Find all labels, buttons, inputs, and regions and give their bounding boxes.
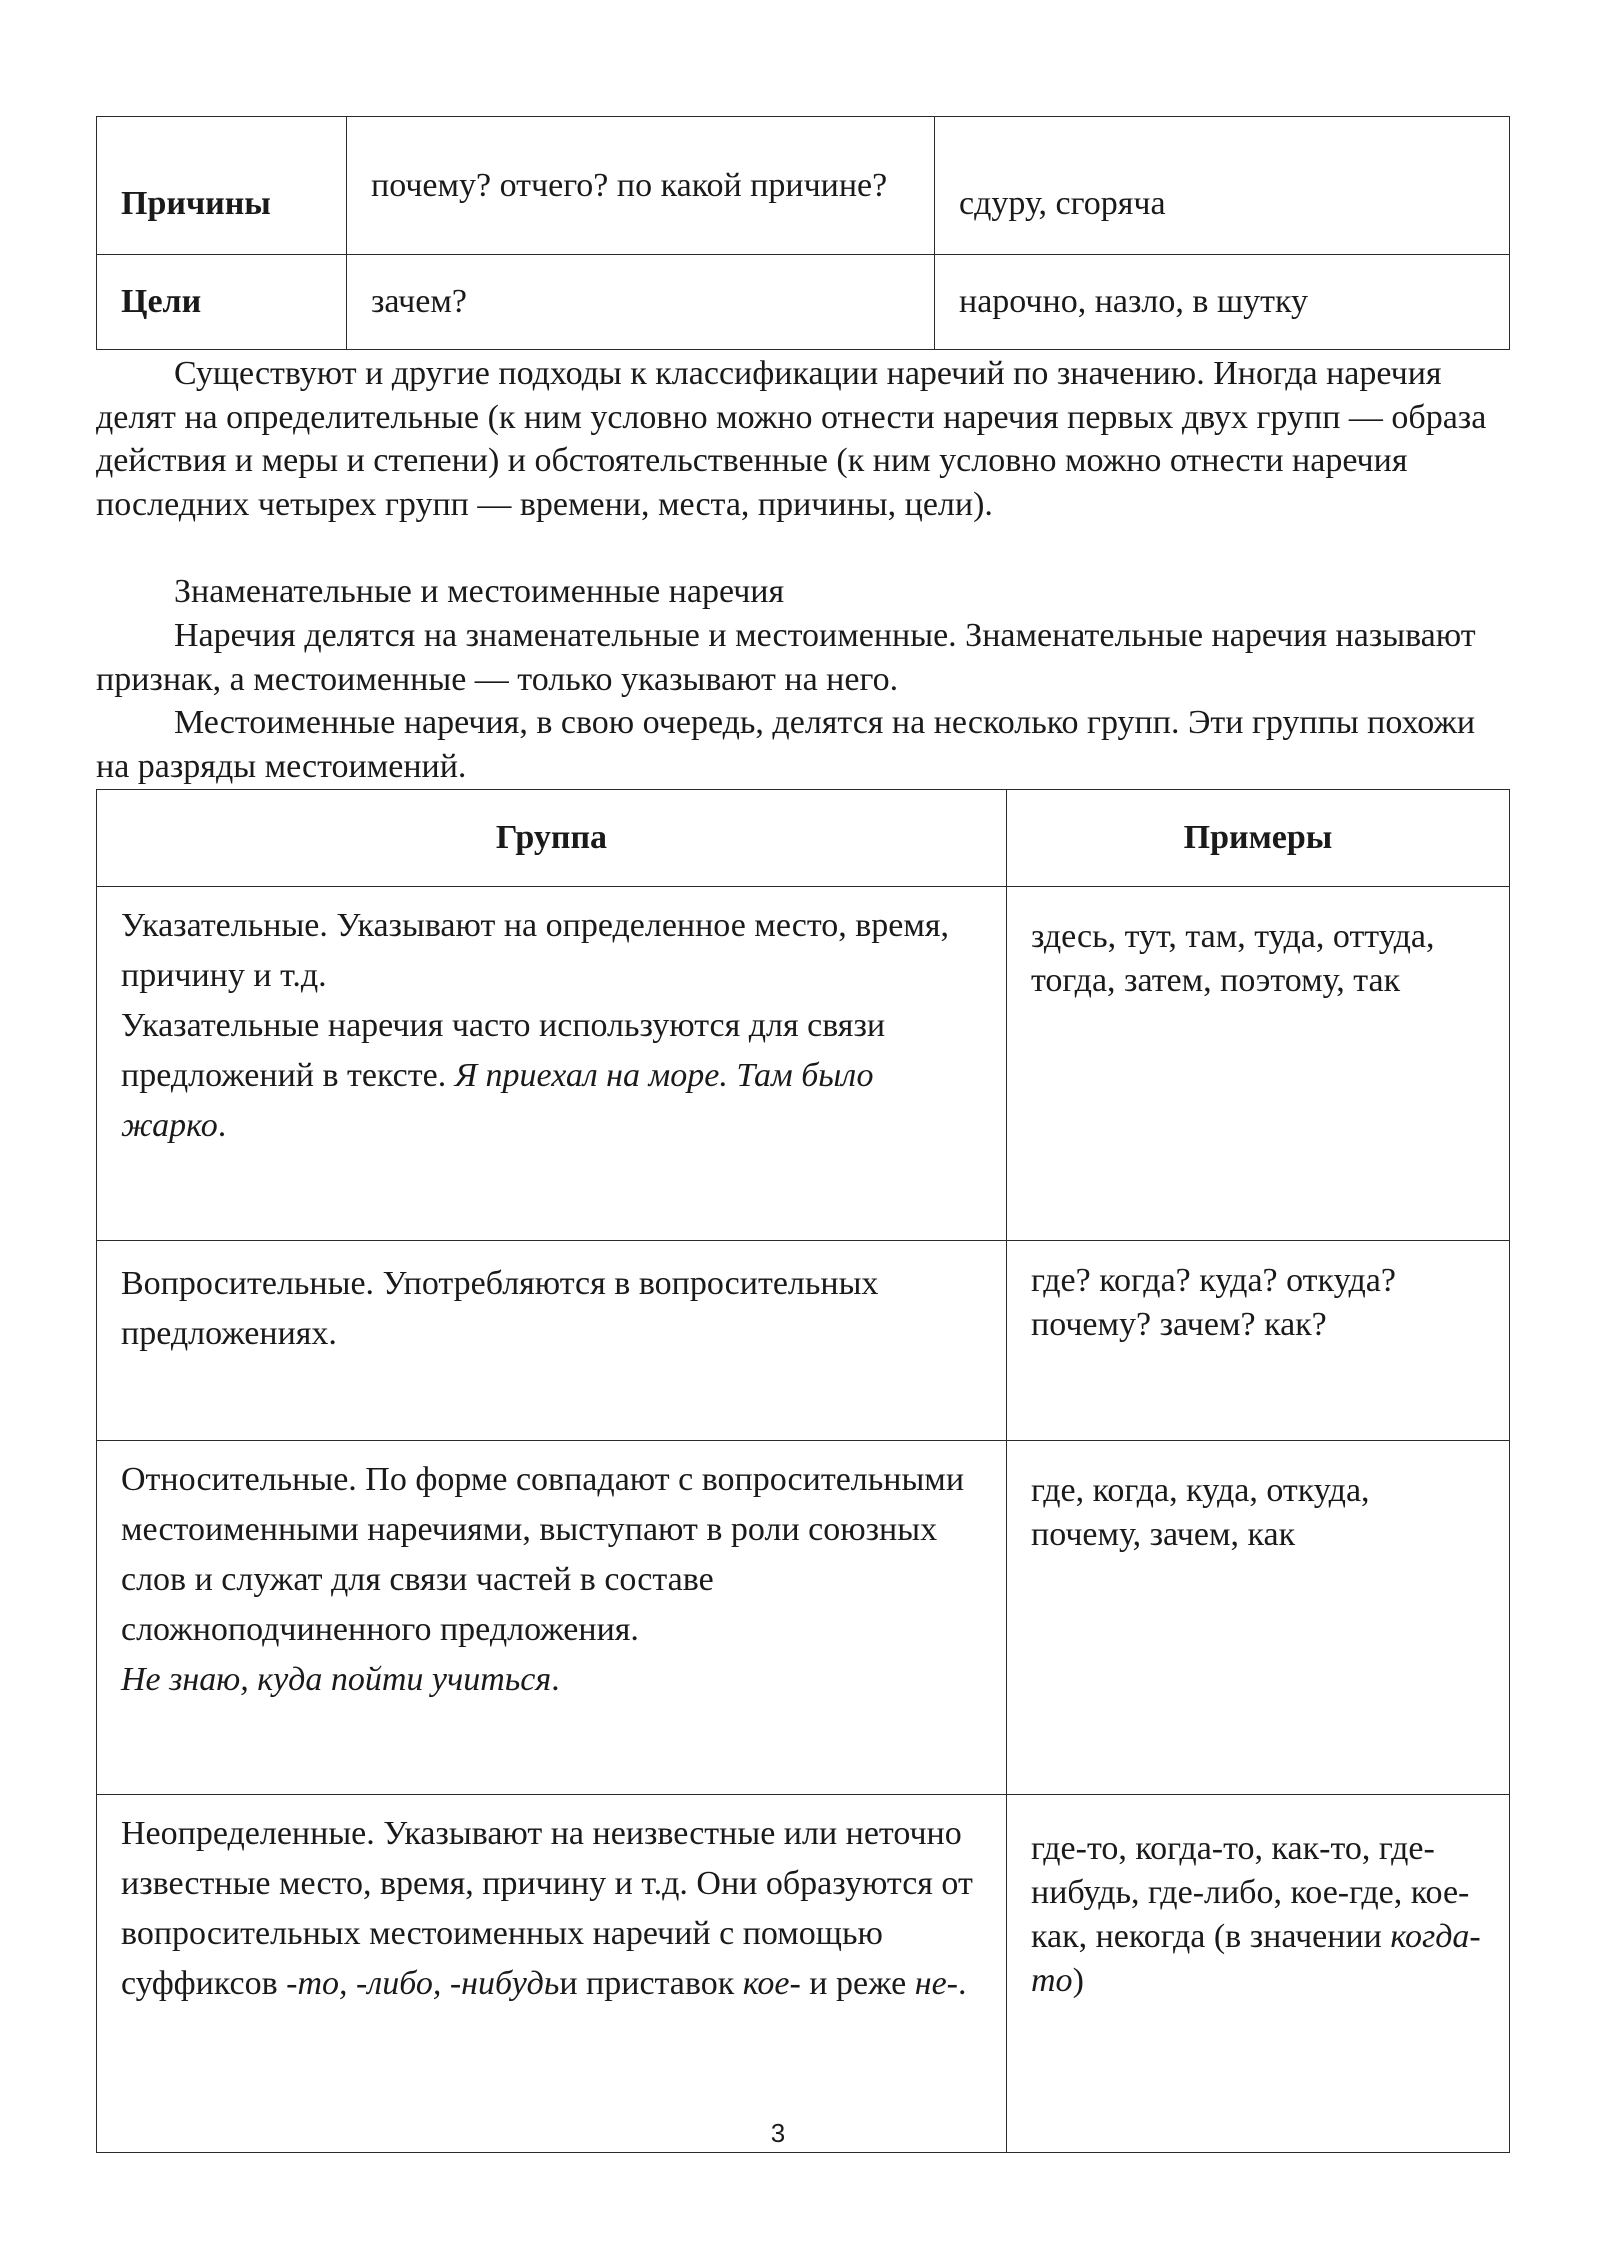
examples-cell: здесь, тут, там, туда, оттуда, тогда, затем, поэтому, так — [1007, 887, 1510, 1241]
group-description: и приставок — [559, 1965, 743, 2002]
punctuation: . — [217, 1107, 227, 1144]
pronominal-adverbs-table — [96, 789, 1510, 2153]
punctuation: . — [957, 1965, 967, 2002]
table-header-row — [97, 790, 1510, 887]
paragraph: Существуют и другие подходы к классификации наречий по значению. Иногда наречия делят на определительные (к ним условно можно отнести наречия первых двух групп — образа действия и меры и степени) и обстоятельственные (к ним условно можно отнести наречия последних четырех групп — времени, места, причины, цели). — [96, 355, 1487, 523]
question-cell: почему? отчего? по какой причине? — [347, 117, 935, 255]
examples-cell: где? когда? куда? откуда? почему? зачем? как? — [1007, 1241, 1510, 1441]
prefix: кое- — [742, 1965, 801, 2002]
group-description: Указательные наречия часто используются для связи предложений в тексте. — [121, 1007, 886, 1094]
examples-italic: когда-то — [1031, 1918, 1481, 1999]
group-description: Вопросительные. Употребляются в вопросительных предложениях. — [121, 1265, 879, 1352]
table-row — [97, 117, 1510, 255]
adverb-meaning-table-continued — [96, 116, 1510, 350]
punctuation: ) — [1072, 1962, 1084, 1999]
group-description: Неопределенные. Указывают на неизвестные или неточно известные место, время, причину и т.д. Они образуются от вопросительных местоименных наречий с помощью суффиксов — [121, 1815, 973, 2002]
header-group: Группа — [97, 790, 1007, 887]
group-cell — [97, 1241, 1007, 1441]
table-row — [97, 255, 1510, 350]
group-description: Относительные. По форме совпадают с вопросительными местоименными наречиями, выступают в роли союзных слов и служат для связи частей в составе сложноподчиненного предложения. — [121, 1461, 965, 1648]
paragraph: Местоименные наречия, в свою очередь, делятся на несколько групп. Эти группы похожи на разряды местоимений. — [96, 704, 1476, 785]
table-row — [97, 1441, 1510, 1795]
examples-text: где-то, когда-то, как-то, где-нибудь, где-либо, кое-где, кое-как, некогда (в значении — [1031, 1830, 1470, 1955]
examples-cell: где, когда, куда, откуда, почему, зачем, как — [1007, 1441, 1510, 1795]
table-row — [97, 887, 1510, 1241]
group-description: Указательные. Указывают на определенное место, время, причину и т.д. — [121, 907, 950, 994]
examples-cell: сдуру, сгоряча — [935, 117, 1510, 255]
paragraph: Наречия делятся на знаменательные и местоименные. Знаменательные наречия называют признак, а местоименные — только указывают на него. — [96, 617, 1476, 698]
prefix: не- — [914, 1965, 958, 2002]
punctuation: . — [551, 1661, 560, 1698]
table-row — [97, 1241, 1510, 1441]
group-cell — [97, 1441, 1007, 1795]
group-cell — [97, 887, 1007, 1241]
category-cell: Цели — [97, 255, 347, 350]
page-number: 3 — [770, 2118, 786, 2148]
question-cell: зачем? — [347, 255, 935, 350]
example-sentence: Не знаю, куда пойти учиться — [121, 1661, 552, 1698]
suffixes: -то, -либо, -нибудь — [286, 1965, 560, 2002]
group-description: и реже — [800, 1965, 915, 2002]
examples-cell: нарочно, назло, в шутку — [935, 255, 1510, 350]
examples-cell — [1007, 1795, 1510, 2153]
example-sentence: Я приехал на море. Там было жарко — [121, 1057, 874, 1144]
header-examples: Примеры — [1007, 790, 1510, 887]
group-cell — [97, 1795, 1007, 2153]
section-heading: Знаменательные и местоименные наречия — [174, 573, 785, 610]
category-cell: Причины — [97, 117, 347, 255]
table-row — [97, 1795, 1510, 2153]
